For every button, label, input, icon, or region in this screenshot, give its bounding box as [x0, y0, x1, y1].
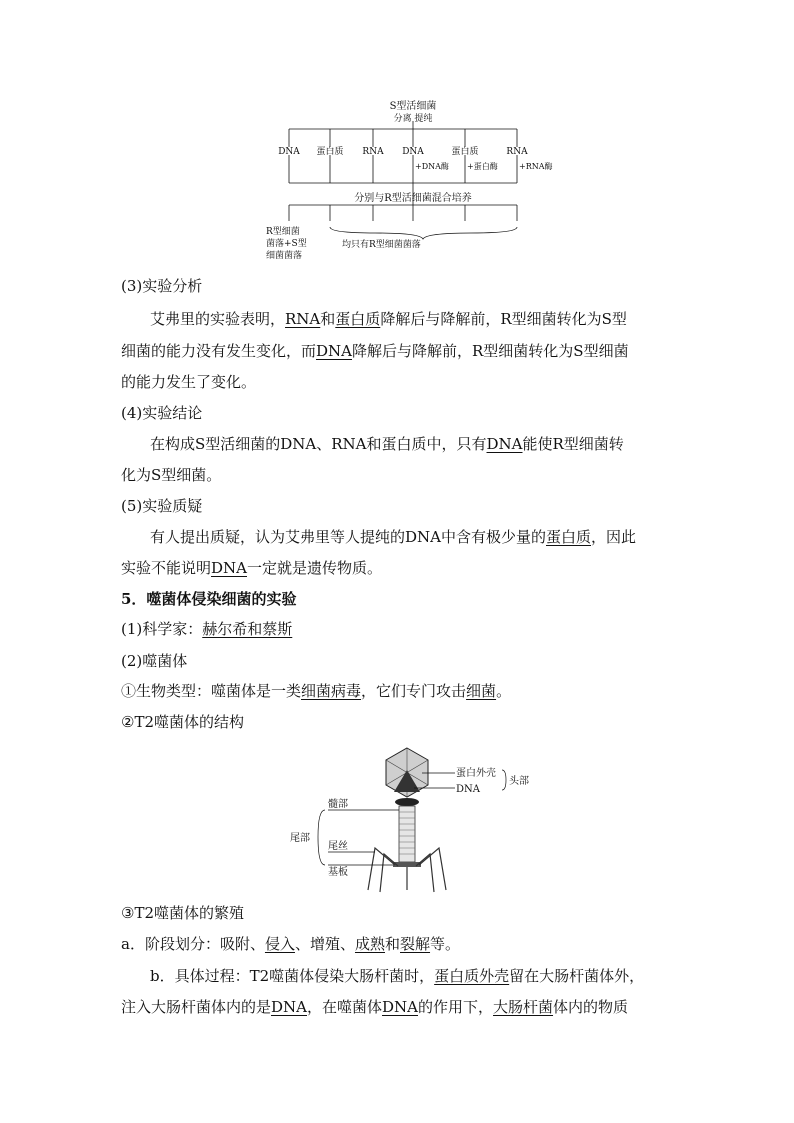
- result-left-2: 菌落+S型: [266, 239, 307, 249]
- label-dna: DNA: [456, 784, 480, 795]
- doubt-line-1: 有人提出质疑，认为艾弗里等人提纯的DNA中含有极少量的蛋白质，因此: [150, 528, 637, 546]
- process-line-1: b．具体过程：T2噬菌体侵染大肠杆菌时，蛋白质外壳留在大肠杆菌体外，: [150, 967, 645, 985]
- top-label: S型活细菌: [389, 101, 437, 112]
- branch-3: RNA: [362, 147, 384, 157]
- analysis-line-2: 细菌的能力没有发生变化，而DNA降解后与降解前，R型细菌转化为S型细菌: [121, 342, 629, 360]
- analysis-line-1: 艾弗里的实验表明，RNA和蛋白质降解后与降解前，R型细菌转化为S型: [150, 310, 627, 328]
- phage-heading: (2)噬菌体: [121, 652, 188, 670]
- section-5-title: 5．噬菌体侵染细菌的实验: [121, 590, 297, 608]
- reproduction-heading: ③T2噬菌体的繁殖: [121, 904, 244, 922]
- avery-experiment-diagram: [260, 95, 560, 265]
- result-left-3: 细菌菌落: [266, 251, 303, 261]
- branch-5: 蛋白质: [451, 147, 479, 157]
- conclusion-line-2: 化为S型细菌。: [121, 466, 222, 484]
- process-line-2: 注入大肠杆菌体内的是DNA，在噬菌体DNA的作用下，大肠杆菌体内的物质: [121, 998, 629, 1016]
- label-head: 头部: [509, 776, 529, 787]
- heading-conclusion: (4)实验结论: [121, 404, 203, 422]
- result-left-1: R型细菌: [266, 227, 300, 237]
- label-fiber: 尾丝: [328, 841, 348, 852]
- mix-label: 分别与R型活细菌混合培养: [354, 193, 472, 204]
- heading-analysis: (3)实验分析: [121, 277, 203, 295]
- branch-6: RNA: [506, 147, 528, 157]
- label-base: 基板: [328, 867, 348, 878]
- doubt-line-2: 实验不能说明DNA一定就是遗传物质。: [121, 559, 383, 577]
- label-tail: 尾部: [290, 833, 310, 844]
- phage-type-line: ①生物类型：噬菌体是一类细菌病毒，它们专门攻击细菌。: [121, 682, 512, 700]
- enzyme-rna: +RNA酶: [519, 162, 553, 171]
- branch-4: DNA: [402, 147, 424, 157]
- analysis-line-3: 的能力发生了变化。: [121, 373, 257, 391]
- stages-line: a．阶段划分：吸附、侵入、增殖、成熟和裂解等。: [121, 935, 461, 953]
- label-protein-coat: 蛋白外壳: [456, 768, 496, 779]
- result-right: 均只有R型细菌菌落: [342, 240, 421, 250]
- structure-heading: ②T2噬菌体的结构: [121, 713, 244, 731]
- enzyme-protein: +蛋白酶: [467, 162, 498, 171]
- sub-label: 分离 提纯: [393, 114, 433, 124]
- label-sheath: 髓部: [328, 799, 348, 810]
- enzyme-dna: +DNA酶: [415, 162, 449, 171]
- t2-phage-diagram: [280, 740, 550, 895]
- branch-2: 蛋白质: [316, 147, 344, 157]
- scientists-line: (1)科学家：赫尔希和蔡斯: [121, 620, 293, 638]
- heading-doubt: (5)实验质疑: [121, 497, 203, 515]
- conclusion-line-1: 在构成S型活细菌的DNA、RNA和蛋白质中，只有DNA能使R型细菌转: [150, 435, 624, 453]
- branch-1: DNA: [278, 147, 300, 157]
